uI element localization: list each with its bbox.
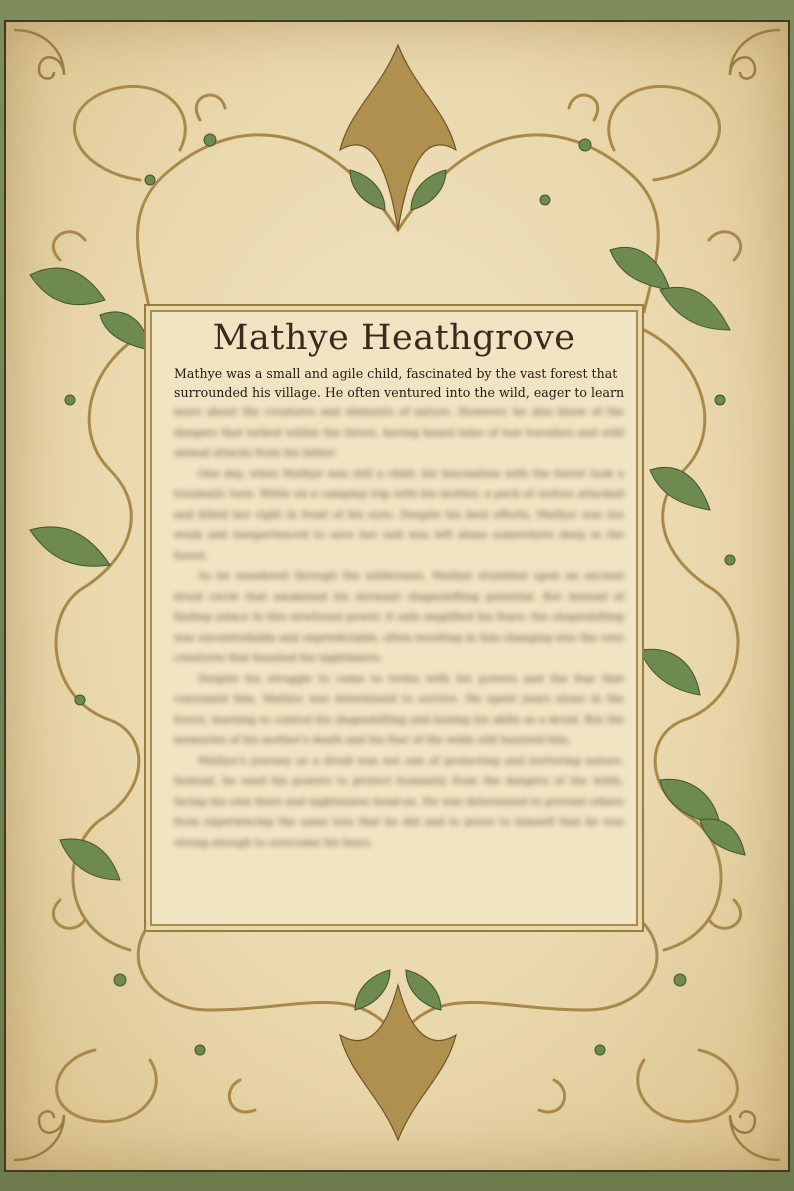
blurred-body-text [174,402,624,853]
body-paragraph-4: Despite his struggle to come to terms with his powers and the fear that consumed him, Mathye was determined to survive. He spent years alone in the forest, learning to control his shapeshifting and honing his skills as a druid. But the memories of his mother's death and his fear of the wilds still haunted him. [174,672,624,746]
document-title: Mathye Heathgrove [212,318,576,358]
lead-paragraph [174,364,626,402]
body-paragraph-3: As he wandered through the wilderness, Mathye stumbled upon an ancient druid circle that awakened his dormant shapeshifting potential. But instead of finding solace in this newfound power, it only amplified his fears: the shapeshifting was uncontrollable and unpredictable, often resulting in him changing into the very creatures that haunted his nightmares. [174,570,624,664]
body-paragraph-1: more about the creatures and elements of nature. However, he also knew of the dangers that lurked within the forest, having heard tales of lost travelers and wild animal attacks from his father. [174,406,624,459]
body-paragraph-5: Mathye's journey as a druid was not one of protecting and nurturing nature. Instead, he used his powers to protect humanity from the dangers of the wilds, facing his own fears and nightmares head-on. He was determined to prevent others from experiencing the same loss that he did and to prove to himself that he was strong enough to overcome his fears. [174,754,624,849]
lead-line-1: Mathye was a small and agile child, fascinated by the vast forest that [174,366,618,381]
lead-line-2: surrounded his village. He often ventured into the wild, eager to learn [174,385,625,400]
body-paragraph-2: One day, when Mathye was still a child, his fascination with the forest took a traumatic turn. While on a camping trip with his mother, a pack of wolves attacked and killed her right in front of his eyes. Despite his best efforts, Mathye was too weak and inexperienced to save her and was left alone somewhere deep in the forest. [174,467,624,562]
